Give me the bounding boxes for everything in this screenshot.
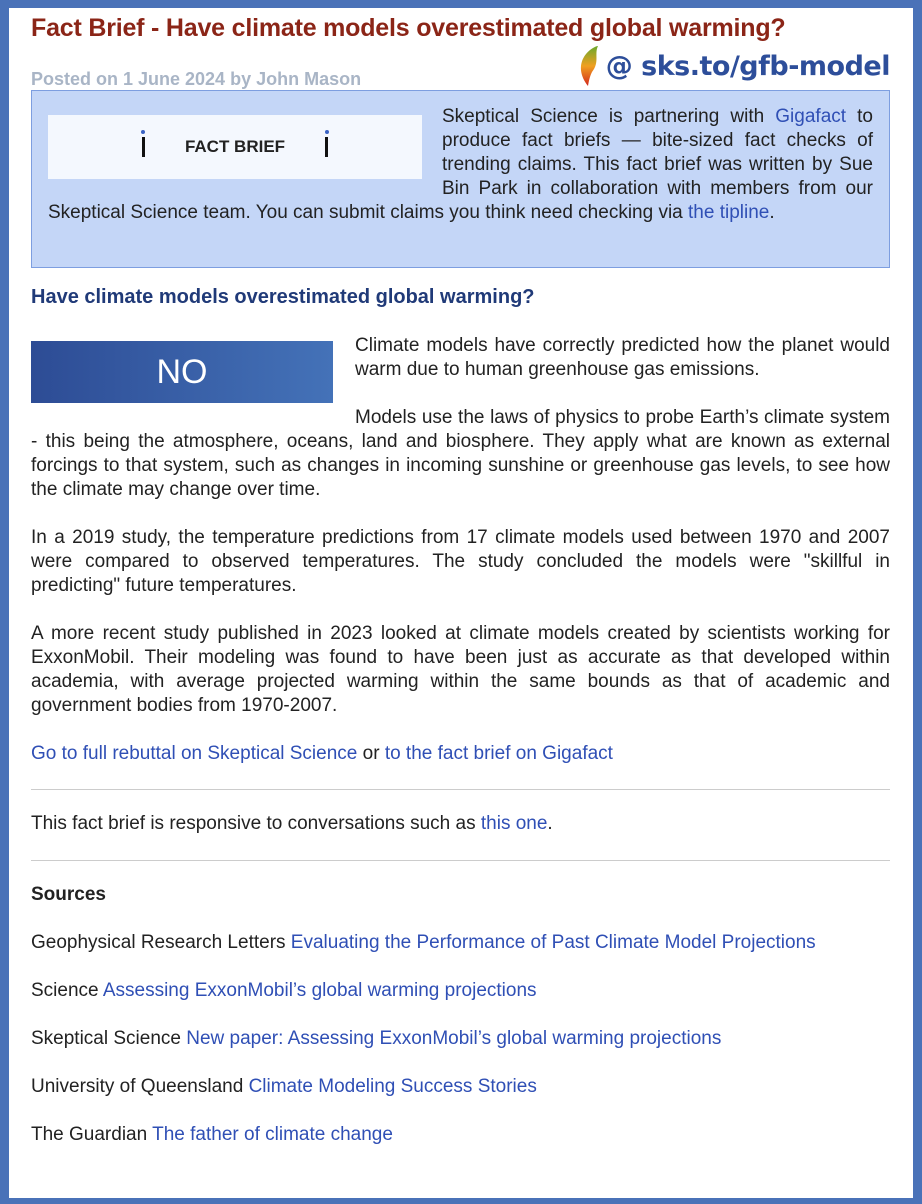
source-link[interactable]: The father of climate change [152, 1124, 393, 1145]
article-heading: Have climate models overestimated global warming? [31, 286, 535, 308]
this-one-link[interactable]: this one [480, 813, 548, 834]
page-title: Fact Brief - Have climate models overestimated global warming? [31, 14, 786, 42]
source-link[interactable]: Evaluating the Performance of Past Climate Model Projections [290, 932, 816, 953]
info-icon [142, 137, 145, 157]
intro-box [31, 90, 890, 268]
source-item: Science Assessing ExxonMobil’s global warming projections [31, 980, 537, 1001]
source-item: University of Queensland Climate Modeling Success Stories [31, 1076, 537, 1097]
info-icon [325, 137, 328, 157]
sks-flame-logo-icon [578, 46, 600, 86]
tipline-link[interactable]: the tipline [688, 202, 770, 223]
source-item: Geophysical Research Letters Evaluating the Performance of Past Climate Model Projections [31, 932, 816, 953]
source-link[interactable]: Climate Modeling Success Stories [248, 1076, 537, 1097]
page [9, 8, 913, 1198]
gigafact-link[interactable]: Gigafact [775, 106, 847, 127]
intro-text: Skeptical Science is partnering with Gigafact to produce fact briefs — bite-sized fact checks of trending claims. This fact brief was written by Sue Bin Park in collaboration with members from our Skeptical Science team. You can submit claims you think need checking via the tipline. [48, 106, 873, 223]
post-meta: Posted on 1 June 2024 by John Mason [31, 69, 362, 89]
divider [31, 789, 890, 790]
shortlink[interactable]: @ sks.to/gfb-model [578, 46, 890, 86]
verdict-banner: NO [31, 341, 333, 403]
source-item: Skeptical Science New paper: Assessing ExxonMobil’s global warming projections [31, 1028, 722, 1049]
source-link[interactable]: Assessing ExxonMobil’s global warming projections [102, 980, 537, 1001]
divider [31, 860, 890, 861]
source-item: The Guardian The father of climate change [31, 1124, 393, 1145]
article-body: NO Climate models have correctly predicted how the planet would warm due to human greenhouse gas emissions. Models use the laws of physics to probe Earth’s climate system - this being the atmosphere, oceans, land and biosphere. They apply what are known as external forcings to that system, such as changes in incoming sunshine or greenhouse gas levels, to see how the climate may change over time. In a 2019 study, the temperature predictions from 17 climate models used between 1970 and 2007 were compared to observed temperatures. The study concluded the models were "skillful in predicting" future temperatures. A more recent study published in 2023 looked at climate models created by scientists working for ExxonMobil. Their modeling was found to have been just as accurate as that developed within academia, with average projected warming within the same bounds as that of academic and government bodies from 1970-2007. Go to full rebuttal on Skeptical Science or to the fact brief on Gigafact This fact brief is responsive to conversations such as this one. Sources Geophysical Research Letters Evaluating the Performance of Past Climate Model Projections Science Assessing ExxonMobil’s global warming projections Skeptical Science New paper: Assessing ExxonMobil’s global warming projections University of Queensland Climate Modeling Success Stories The Guardian The father of climate change [31, 335, 890, 1145]
sources-heading: Sources [31, 884, 106, 905]
fact-brief-badge: FACT BRIEF [48, 115, 422, 179]
source-link[interactable]: New paper: Assessing ExxonMobil’s global warming projections [186, 1028, 722, 1049]
gigafact-brief-link[interactable]: to the fact brief on Gigafact [384, 743, 613, 764]
full-rebuttal-link[interactable]: Go to full rebuttal on Skeptical Science [31, 743, 358, 764]
